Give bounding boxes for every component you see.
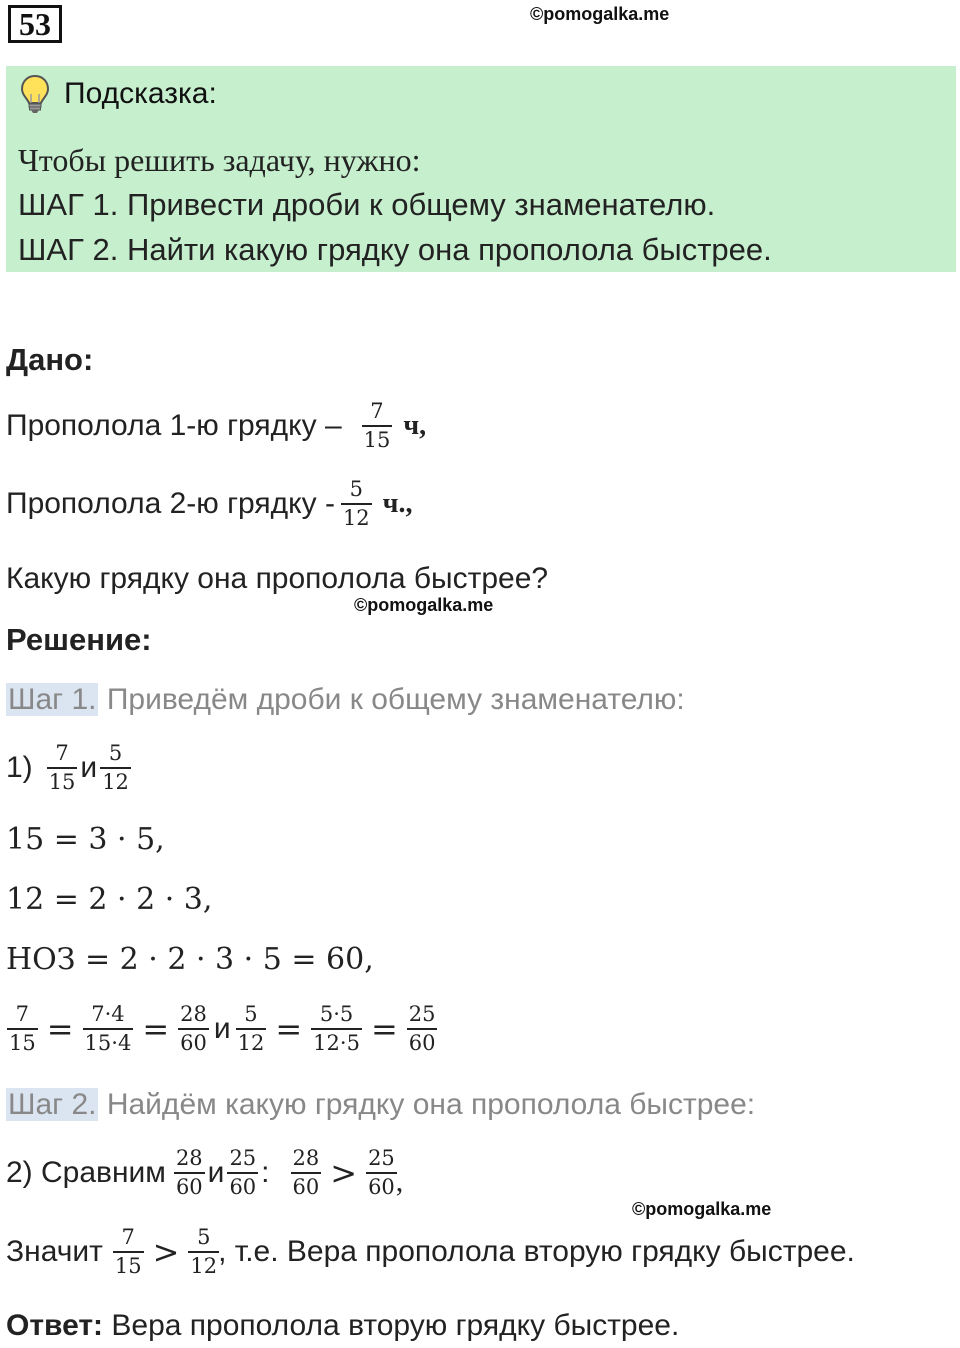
hint-step-label: ШАГ 1. [18,187,119,222]
numerator: 7 [121,1225,135,1249]
equals-sign: = [46,1010,74,1048]
fraction [47,742,78,794]
watermark: ©pomogalka.me [354,595,494,615]
numerator: 7·4 [91,1002,125,1026]
given-line-text: Прополола 2-ю грядку - [6,487,335,520]
conclusion-text: , т.е. Вера прополола вторую грядку быстрее. [218,1235,855,1268]
solution-heading: Решение: [6,622,152,657]
denominator: 60 [407,1028,438,1055]
colon: : [261,1156,270,1189]
hint-step-1 [18,187,715,223]
greater-than-sign: > [152,1233,180,1271]
denominator: 12 [341,503,372,530]
denominator: 15·4 [83,1028,134,1055]
fraction [7,1003,38,1055]
watermark: ©pomogalka.me [632,1199,772,1219]
conjunction: и [80,751,98,784]
fraction [227,1147,258,1199]
conclusion-line [6,1226,855,1278]
equation-2: 12 = 2 · 2 · 3, [6,882,213,917]
conversion-line [4,1003,440,1055]
given-heading: Дано: [6,342,94,377]
hint-title: Подсказка: [64,77,217,110]
numerator: 28 [180,1002,207,1026]
step-label: Шаг 2. [8,1088,97,1121]
fraction [407,1003,438,1055]
denominator: 15 [7,1028,38,1055]
answer-label: Ответ: [6,1309,104,1342]
item-prefix: 1) [6,751,33,784]
fraction [291,1147,322,1199]
fraction [188,1226,219,1278]
fraction [178,1003,209,1055]
denominator: 60 [291,1172,322,1199]
given-line-2 [6,478,412,530]
conjunction: и [207,1156,225,1189]
equals-sign: = [370,1010,398,1048]
hint-step-text: Найти какую грядку она прополола быстрее. [126,232,772,267]
denominator: 60 [174,1172,205,1199]
numerator: 28 [292,1146,320,1170]
numerator: 7 [55,741,69,765]
lightbulb-icon [20,74,50,119]
numerator: 25 [229,1146,257,1170]
fraction [311,1003,362,1055]
task-number: 53 [8,5,62,43]
denominator: 60 [366,1172,397,1199]
numerator: 7 [15,1002,30,1026]
equals-sign: = [275,1010,303,1048]
given-line-1 [6,400,426,452]
step-1-line [6,682,685,718]
answer-line [6,1308,679,1344]
given-line-text: Прополола 1-ю грядку – [6,409,342,442]
numerator: 25 [368,1146,395,1170]
fraction [362,400,393,452]
equals-sign: = [142,1010,170,1048]
fraction [113,1226,144,1278]
numerator: 5·5 [319,1002,354,1026]
fraction [100,742,131,794]
conjunction: и [213,1012,231,1045]
conclusion-prefix: Значит [6,1235,103,1268]
denominator: 15 [362,425,393,452]
fraction [366,1147,397,1199]
item-2 [6,1146,403,1200]
numerator: 5 [244,1002,258,1026]
comma: , [395,1165,404,1198]
denominator: 12·5 [311,1028,362,1055]
fraction [83,1003,134,1055]
denominator: 60 [178,1028,209,1055]
denominator: 12 [188,1251,219,1278]
given-question: Какую грядку она прополола быстрее? [6,562,549,595]
numerator: 5 [197,1225,211,1249]
hint-step-label: ШАГ 2. [18,232,119,267]
denominator: 12 [236,1028,267,1055]
answer-text: Вера прополола вторую грядку быстрее. [111,1309,680,1342]
denominator: 15 [47,767,78,794]
watermark: ©pomogalka.me [530,4,670,24]
equation-3: НОЗ = 2 · 2 · 3 · 5 = 60, [6,942,374,977]
equation-1: 15 = 3 · 5, [6,822,165,857]
numerator: 7 [370,399,384,423]
step-label: Шаг 1. [8,683,97,716]
numerator: 28 [175,1146,203,1170]
item-1 [6,742,134,794]
denominator: 12 [100,767,131,794]
fraction [236,1003,267,1055]
hint-step-2 [18,232,772,268]
step-text: Приведём дроби к общему знаменателю: [106,683,685,716]
step-text: Найдём какую грядку она прополола быстрее: [106,1088,756,1121]
hint-step-text: Привести дроби к общему знаменателю. [126,187,716,222]
unit: ч., [382,488,413,519]
hint-intro: Чтобы решить задачу, нужно: [18,142,421,178]
denominator: 60 [227,1172,258,1199]
fraction [174,1147,205,1199]
numerator: 5 [349,477,363,501]
numerator: 25 [408,1002,436,1026]
item-prefix: 2) Сравним [6,1156,166,1189]
unit: ч, [403,410,427,441]
denominator: 15 [113,1251,144,1278]
greater-than-sign: > [330,1154,358,1192]
fraction [341,478,372,530]
numerator: 5 [108,741,123,765]
step-2-line [6,1087,755,1123]
